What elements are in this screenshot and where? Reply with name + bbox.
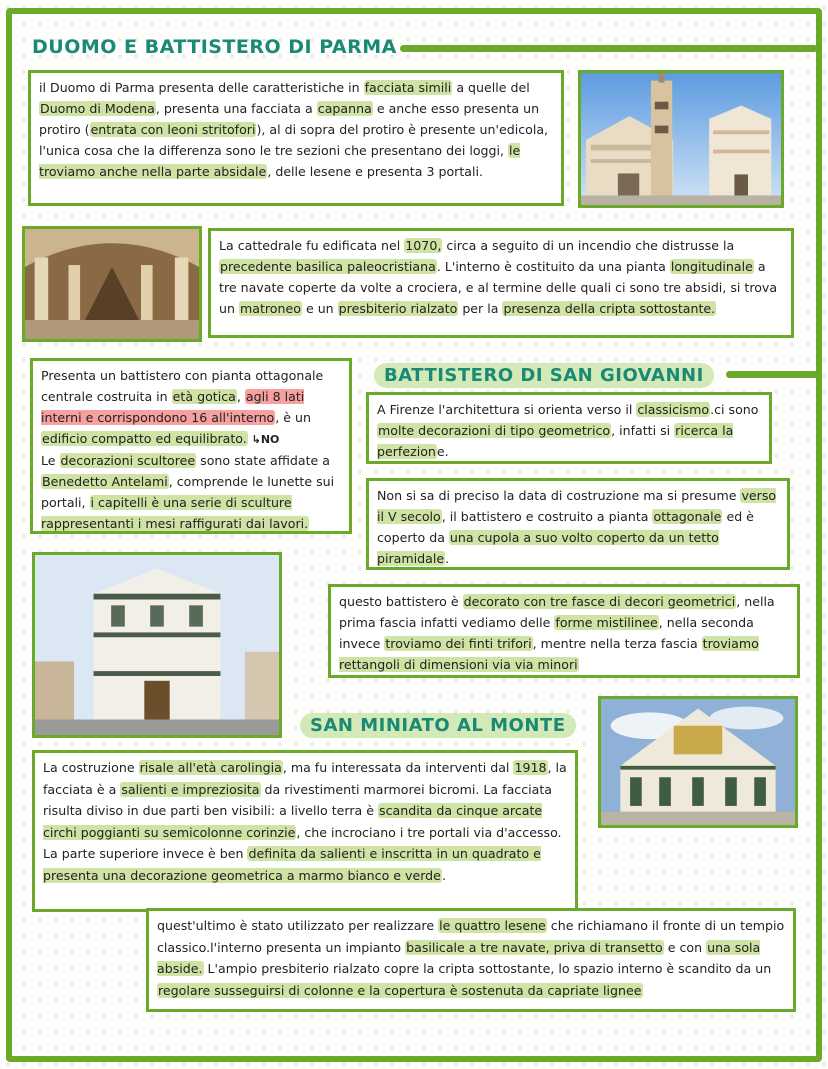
highlighted-text: longitudinale	[670, 259, 753, 274]
title-giovanni-underline	[726, 371, 818, 378]
text-segment: , che incrociano i tre portali via d'accesso. La parte superiore invece è ben	[43, 824, 562, 861]
miniato2-paragraph	[157, 915, 785, 1001]
duomo-interior-photo	[22, 226, 202, 342]
cattedrale-text	[208, 228, 794, 338]
highlighted-text: capanna	[317, 101, 372, 116]
highlighted-text: i capitelli è una serie di sculture rappresentanti i mesi raffigurati dai lavori.	[41, 495, 309, 531]
miniato-interno-text	[146, 908, 796, 1012]
text-segment: La costruzione	[43, 760, 139, 775]
giovanni-costruzione-text	[366, 478, 790, 570]
parma-facade-text	[28, 70, 564, 206]
text-segment: e con	[663, 939, 707, 955]
giovanni2-paragraph	[377, 485, 779, 569]
text-segment: .	[445, 551, 450, 566]
highlighted-text: le troviamo anche nella parte absidale	[39, 143, 521, 179]
text-segment: quest'ultimo è stato utilizzato per realizzare	[157, 918, 439, 933]
text-segment: a quelle del	[452, 80, 530, 95]
text-segment: e.	[436, 444, 449, 459]
text-segment: , la facciata è a	[43, 760, 567, 797]
text-segment: .	[441, 867, 446, 883]
text-segment: , delle lesene e presenta 3 portali.	[267, 164, 483, 179]
highlighted-text: facciata simili	[364, 80, 452, 95]
miniato1-paragraph	[43, 757, 567, 886]
highlighted-text: molte decorazioni di tipo geometrico	[378, 423, 611, 438]
text-segment: , è un	[275, 410, 312, 425]
text-segment: , comprende le lunette sui portali,	[41, 474, 335, 510]
text-segment: A Firenze l'architettura si orienta verso il	[377, 402, 637, 417]
text-segment: per la	[458, 301, 503, 316]
highlighted-text: verso il V secolo	[377, 488, 777, 524]
text-segment: ), al di sopra del protiro è presente un'edicola, l'unica cosa che la differenza sono le tre sezioni che presentano dei loggi,	[39, 122, 549, 158]
text-segment: Presenta un battistero con pianta ottagonale centrale costruita in	[41, 368, 324, 404]
highlighted-text: ottagonale	[653, 509, 722, 524]
highlighted-text: ricerca la perfezion	[377, 423, 734, 459]
highlighted-text: 1918	[514, 760, 547, 775]
text-segment: Le	[41, 453, 60, 468]
highlighted-text: matroneo	[239, 301, 301, 316]
battistero-parma-text	[30, 358, 352, 534]
highlighted-text: Duomo di Modena	[40, 101, 155, 116]
parma1-paragraph	[39, 77, 553, 182]
highlighted-text: decorato con tre fasce di decori geometrici	[463, 594, 736, 609]
handwritten-note: ↳NO	[247, 433, 280, 446]
highlighted-text: edificio compatto ed equilibrato.	[42, 431, 247, 446]
text-segment: Non si sa di preciso la data di costruzione ma si presume	[377, 488, 741, 503]
parma2-paragraph	[219, 235, 783, 319]
highlighted-text: troviamo rettangoli di dimensioni via via minori	[339, 636, 759, 672]
text-segment: e anche esso presenta un protiro (	[39, 101, 540, 137]
text-segment: .ci sono	[710, 402, 759, 417]
highlighted-text: regolare susseguirsi di colonne e la copertura è sostenuta da capriate lignee	[158, 982, 642, 998]
highlighted-text: salienti e impreziosita	[121, 781, 260, 797]
highlighted-text: presbiterio rialzato	[338, 301, 458, 316]
highlighted-text: decorazioni scultoree	[60, 453, 196, 468]
text-segment: ,	[236, 389, 245, 404]
text-segment: , presenta una facciata a	[155, 101, 317, 116]
highlighted-text: troviamo dei finti trifori	[385, 636, 532, 651]
title-parma-underline	[400, 45, 818, 52]
text-segment: , nella seconda invece	[339, 615, 754, 651]
san-miniato-photo	[598, 696, 798, 828]
text-segment: da rivestimenti marmorei bicromi. La facciata risulta diviso in due parti ben visibili: a livello terra è	[43, 781, 553, 818]
highlighted-text: precedente basilica paleocristiana	[220, 259, 436, 274]
text-segment: a tre navate coperte da volte a crociera, e al termine delle quali ci sono tre absidi, si trova un	[219, 259, 778, 316]
duomo-parma-photo	[578, 70, 784, 208]
highlighted-text: definita da salienti e inscritta in un quadrato e presenta una decorazione geometrica a marmo bianco e verde	[43, 846, 541, 883]
text-segment: circa a seguito di un incendio che distrusse la	[442, 238, 735, 253]
highlighted-text: una sola abside.	[157, 939, 761, 976]
text-segment: sono state affidate a	[196, 453, 331, 468]
giovanni-decori-text	[328, 584, 800, 678]
text-segment: il Duomo di Parma presenta delle caratteristiche in	[39, 80, 364, 95]
highlighted-text: agli 8 lati interni e corrispondono 16 all'interno	[41, 389, 305, 425]
battistero-giovanni-photo	[32, 552, 282, 738]
highlighted-text: risale all'età carolingia	[139, 760, 282, 775]
highlighted-text: classicismo	[637, 402, 710, 417]
text-segment: , ma fu interessata da interventi dal	[282, 760, 514, 775]
highlighted-text: 1070,	[405, 238, 442, 253]
giovanni3-paragraph	[339, 591, 789, 675]
highlighted-text: le quattro lesene	[439, 918, 546, 933]
battistero_parma-paragraph	[41, 365, 341, 534]
text-segment: La cattedrale fu edificata nel	[219, 238, 405, 253]
highlighted-text: scandita da cinque arcate circhi poggianti su semicolonne corinzie	[43, 803, 543, 840]
text-segment: ed è coperto da	[377, 509, 754, 545]
text-segment: , il battistero e costruito a pianta	[441, 509, 653, 524]
title-parma: DUOMO E BATTISTERO DI PARMA	[32, 36, 397, 58]
text-segment: , nella prima fascia infatti vediamo delle	[339, 594, 775, 630]
text-segment: L'ampio presbiterio rialzato copre la cripta sottostante, lo spazio interno è scandito da un	[203, 961, 772, 976]
miniato-costruzione-text	[32, 750, 578, 912]
giovanni1-paragraph	[377, 399, 761, 462]
title-giovanni: BATTISTERO DI SAN GIOVANNI	[374, 363, 714, 388]
text-segment: che richiamano il fronte di un tempio classico.l'interno presenta un impianto	[157, 918, 785, 955]
text-segment: , mentre nella terza fascia	[532, 636, 702, 651]
text-segment: questo battistero è	[339, 594, 463, 609]
highlighted-text: età gotica	[172, 389, 236, 404]
text-segment: . L'interno è costituito da una pianta	[436, 259, 670, 274]
highlighted-text: entrata con leoni stritofori	[90, 122, 256, 137]
highlighted-text: forme mistilinee	[555, 615, 658, 630]
highlighted-text: presenza della cripta sottostante.	[503, 301, 716, 316]
highlighted-text: una cupola a suo volto coperto da un tetto piramidale	[377, 530, 719, 566]
highlighted-text: Benedetto Antelami	[42, 474, 168, 489]
giovanni-firenze-text	[366, 392, 772, 464]
title-miniato: SAN MINIATO AL MONTE	[300, 713, 576, 738]
text-segment: , infatti si	[611, 423, 675, 438]
text-segment: e un	[301, 301, 338, 316]
highlighted-text: basilicale a tre navate, priva di transetto	[406, 939, 663, 955]
